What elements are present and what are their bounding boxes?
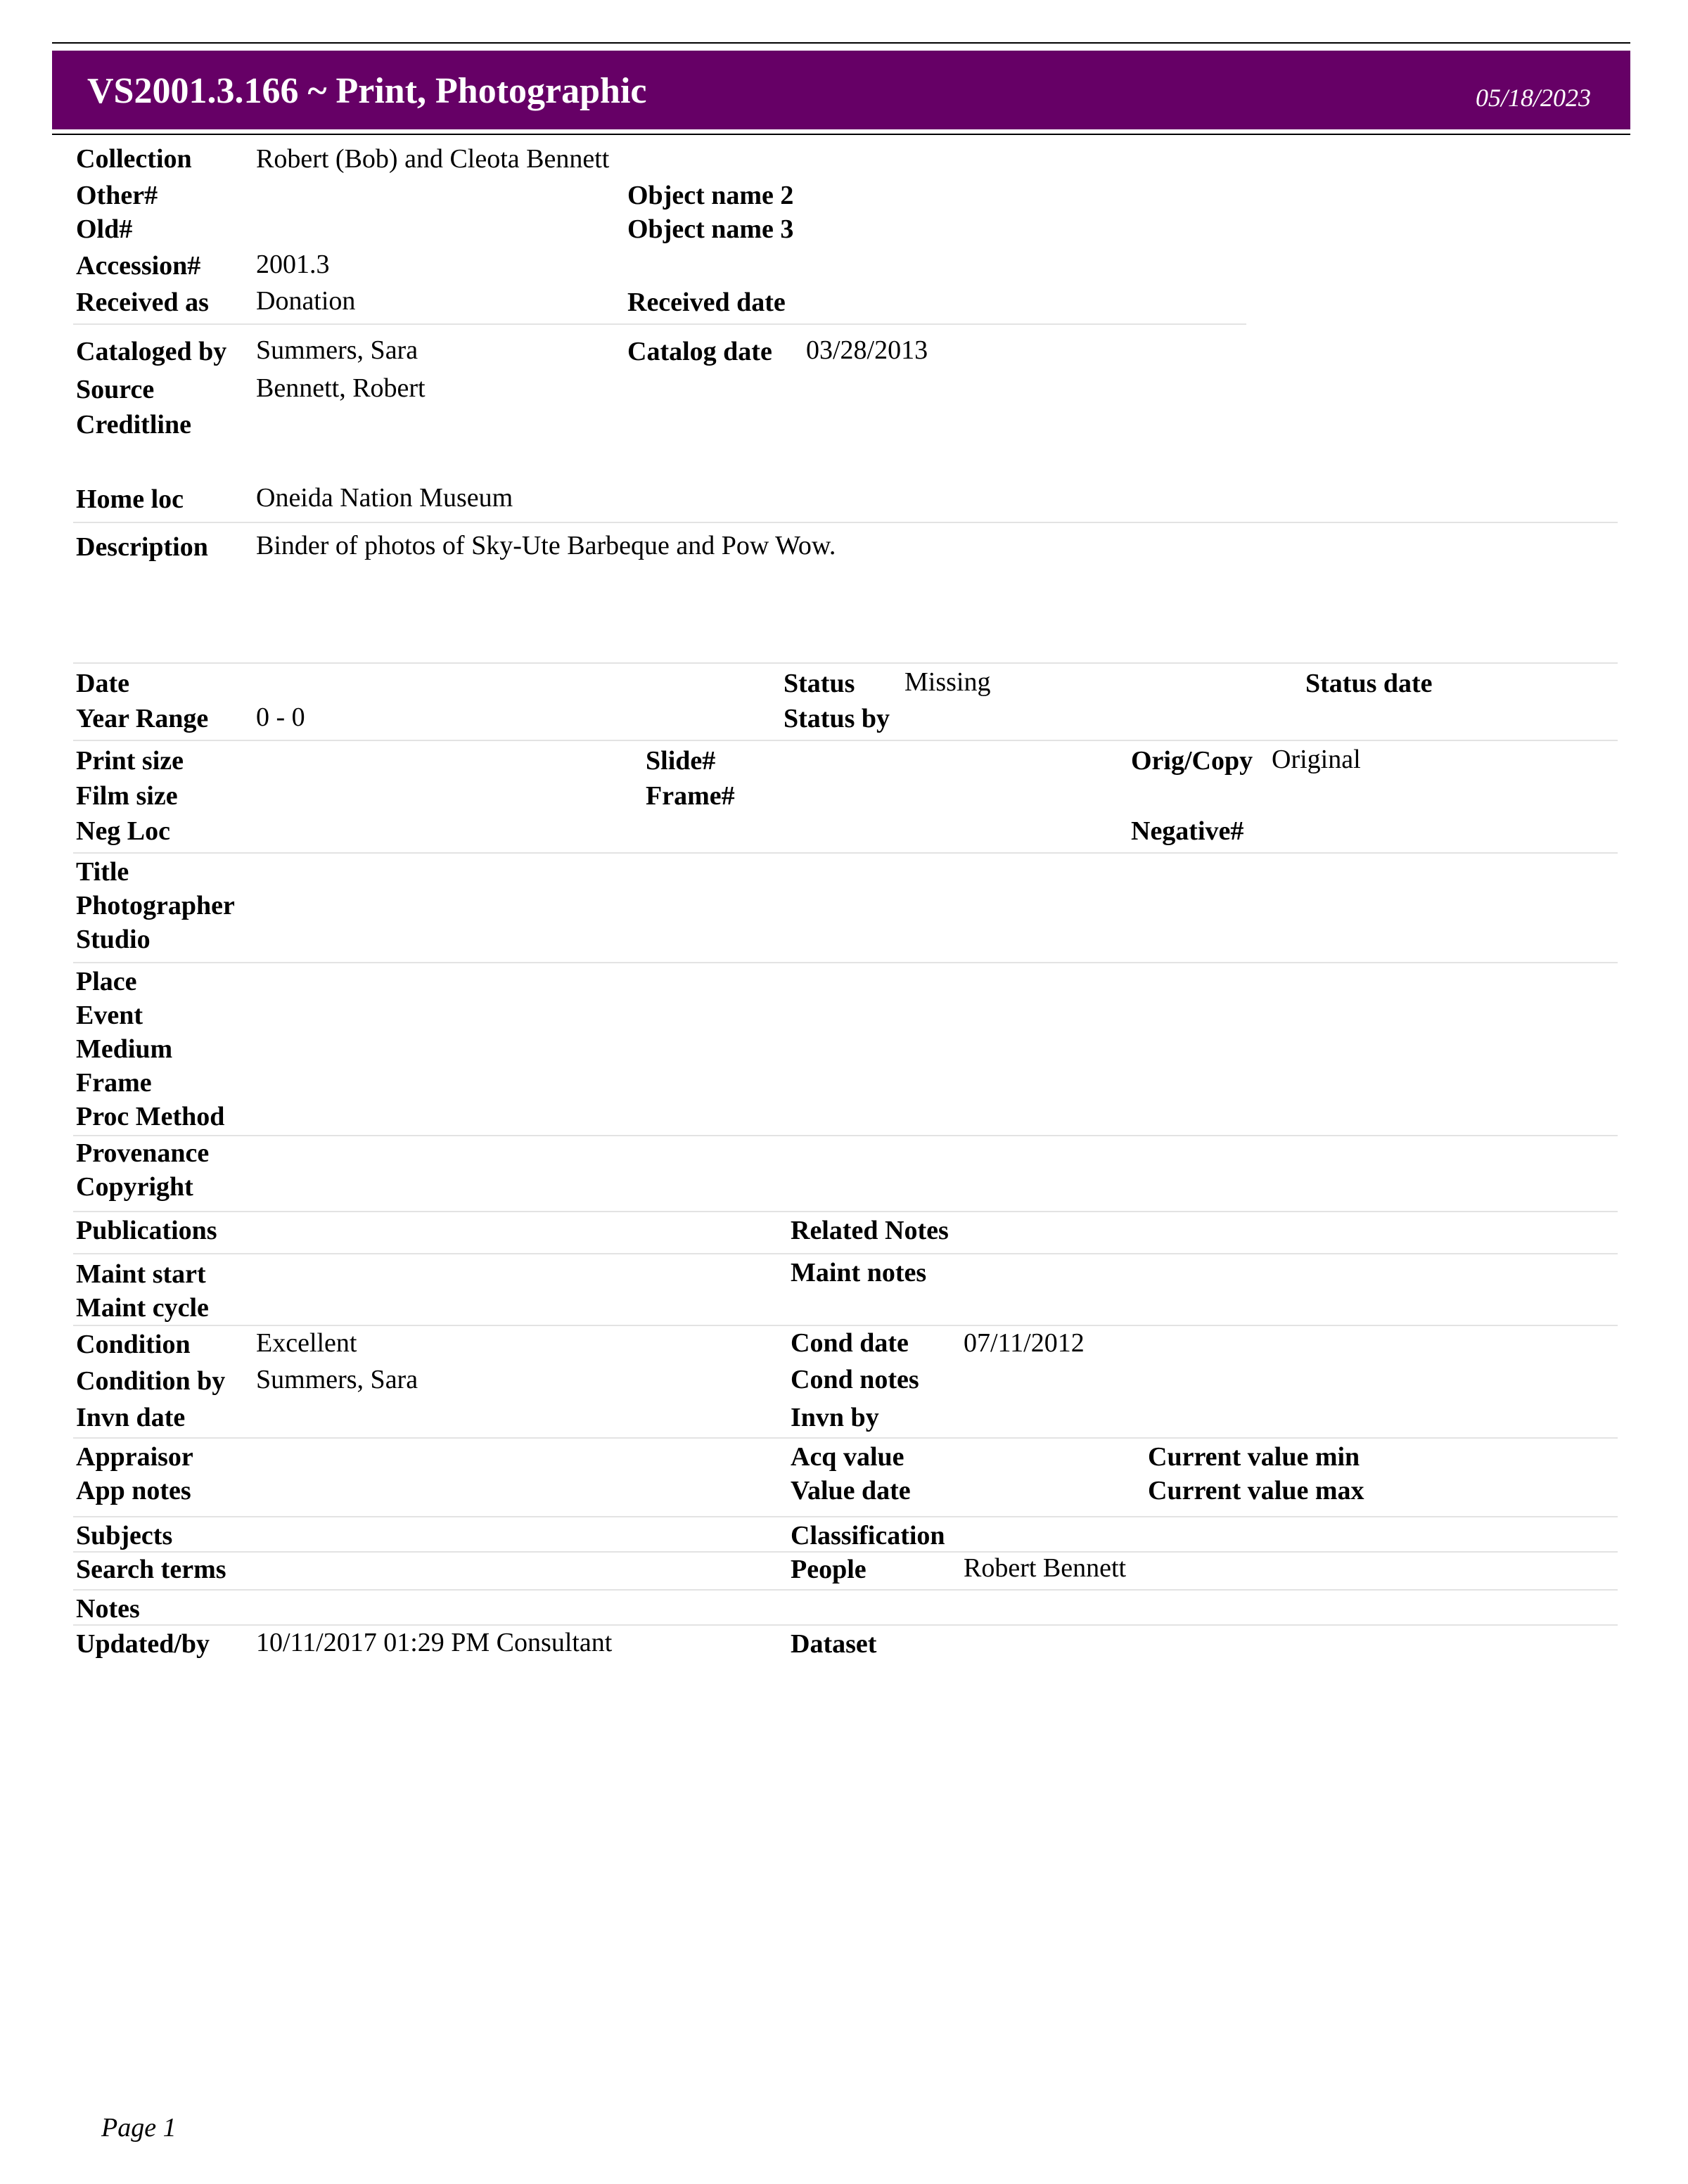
copyright-label: Copyright — [76, 1172, 193, 1202]
year-range-label: Year Range — [76, 704, 209, 733]
home-loc-value: Oneida Nation Museum — [256, 483, 513, 513]
divider — [73, 852, 1618, 854]
status-by-label: Status by — [784, 704, 890, 733]
object-name-3-label: Object name 3 — [627, 214, 794, 244]
record-title: VS2001.3.166 ~ Print, Photographic — [87, 71, 647, 111]
divider — [73, 1516, 1618, 1517]
description-value: Binder of photos of Sky-Ute Barbeque and Pow Wow. — [256, 531, 836, 560]
medium-label: Medium — [76, 1034, 173, 1064]
creditline-label: Creditline — [76, 410, 191, 439]
banner-bottom-rule — [52, 134, 1630, 135]
divider — [73, 740, 1618, 741]
cond-notes-label: Cond notes — [791, 1365, 919, 1394]
source-value: Bennett, Robert — [256, 373, 426, 403]
accession-number-value: 2001.3 — [256, 250, 330, 279]
event-label: Event — [76, 1001, 143, 1030]
frame-label: Frame — [76, 1068, 152, 1098]
date-label: Date — [76, 669, 129, 698]
top-rule — [52, 42, 1630, 44]
maint-start-label: Maint start — [76, 1259, 206, 1289]
place-label: Place — [76, 967, 137, 996]
status-label: Status — [784, 669, 855, 698]
received-as-value: Donation — [256, 286, 356, 316]
collection-label: Collection — [76, 144, 192, 174]
subjects-label: Subjects — [76, 1521, 173, 1550]
report-date: 05/18/2023 — [1475, 84, 1591, 112]
received-as-label: Received as — [76, 288, 209, 317]
accession-number-label: Accession# — [76, 251, 201, 281]
proc-method-label: Proc Method — [76, 1102, 225, 1131]
print-size-label: Print size — [76, 746, 184, 776]
cond-date-value: 07/11/2012 — [964, 1328, 1085, 1358]
divider — [73, 1437, 1618, 1439]
received-date-label: Received date — [627, 288, 786, 317]
related-notes-label: Related Notes — [791, 1216, 949, 1245]
condition-by-value: Summers, Sara — [256, 1365, 418, 1394]
condition-label: Condition — [76, 1330, 191, 1359]
divider — [73, 1253, 1618, 1254]
description-label: Description — [76, 532, 208, 562]
maint-cycle-label: Maint cycle — [76, 1293, 209, 1323]
collection-value: Robert (Bob) and Cleota Bennett — [256, 144, 610, 174]
catalog-date-label: Catalog date — [627, 337, 772, 366]
divider — [73, 962, 1618, 963]
other-number-label: Other# — [76, 181, 158, 210]
orig-copy-label: Orig/Copy — [1131, 746, 1253, 776]
film-size-label: Film size — [76, 781, 178, 811]
catalog-date-value: 03/28/2013 — [806, 335, 928, 365]
orig-copy-value: Original — [1272, 745, 1361, 774]
record-header-banner — [52, 51, 1630, 129]
people-label: People — [791, 1555, 867, 1584]
notes-label: Notes — [76, 1594, 140, 1624]
cond-date-label: Cond date — [791, 1328, 909, 1358]
people-value: Robert Bennett — [964, 1553, 1127, 1583]
divider — [73, 1589, 1618, 1591]
publications-label: Publications — [76, 1216, 217, 1245]
title-label: Title — [76, 857, 129, 887]
acq-value-label: Acq value — [791, 1442, 904, 1472]
current-value-max-label: Current value max — [1148, 1476, 1364, 1505]
maint-notes-label: Maint notes — [791, 1258, 927, 1287]
source-label: Source — [76, 375, 155, 404]
frame-number-label: Frame# — [646, 781, 735, 811]
condition-by-label: Condition by — [76, 1366, 226, 1396]
search-terms-label: Search terms — [76, 1555, 226, 1584]
divider — [73, 1211, 1618, 1212]
page-number: Page 1 — [101, 2113, 177, 2143]
dataset-label: Dataset — [791, 1629, 877, 1659]
status-date-label: Status date — [1305, 669, 1433, 698]
divider — [73, 1135, 1618, 1136]
home-loc-label: Home loc — [76, 484, 184, 514]
year-range-value: 0 - 0 — [256, 702, 305, 732]
cataloged-by-value: Summers, Sara — [256, 335, 418, 365]
divider — [73, 323, 1246, 325]
appraisor-label: Appraisor — [76, 1442, 193, 1472]
divider — [73, 522, 1618, 523]
cataloged-by-label: Cataloged by — [76, 337, 227, 366]
object-name-2-label: Object name 2 — [627, 181, 794, 210]
old-number-label: Old# — [76, 214, 133, 244]
neg-loc-label: Neg Loc — [76, 816, 171, 846]
updated-by-label: Updated/by — [76, 1629, 210, 1659]
invn-date-label: Invn date — [76, 1403, 186, 1432]
studio-label: Studio — [76, 925, 151, 954]
negative-number-label: Negative# — [1131, 816, 1244, 846]
current-value-min-label: Current value min — [1148, 1442, 1360, 1472]
divider — [73, 1624, 1618, 1626]
condition-value: Excellent — [256, 1328, 357, 1358]
updated-by-value: 10/11/2017 01:29 PM Consultant — [256, 1628, 613, 1657]
provenance-label: Provenance — [76, 1138, 210, 1168]
app-notes-label: App notes — [76, 1476, 191, 1505]
photographer-label: Photographer — [76, 891, 235, 920]
classification-label: Classification — [791, 1521, 945, 1550]
slide-number-label: Slide# — [646, 746, 716, 776]
divider — [73, 1325, 1618, 1326]
status-value: Missing — [904, 667, 991, 697]
value-date-label: Value date — [791, 1476, 911, 1505]
divider — [73, 662, 1618, 664]
invn-by-label: Invn by — [791, 1403, 879, 1432]
divider — [73, 1551, 1618, 1553]
